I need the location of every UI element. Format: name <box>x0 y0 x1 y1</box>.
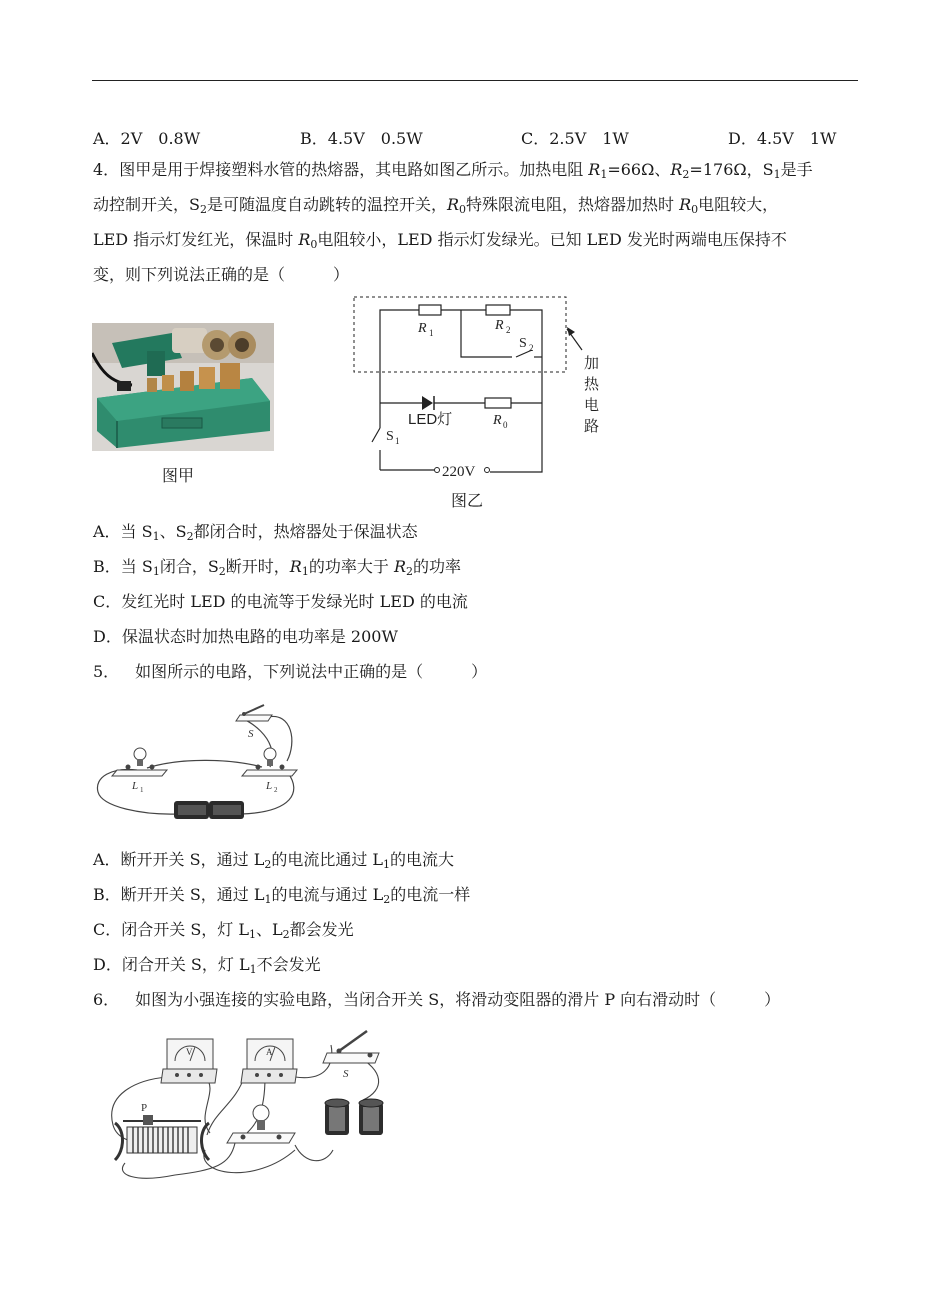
q3-option-a: A．2V 0.8W <box>93 129 201 148</box>
resistor-r0 <box>485 398 511 408</box>
svg-text:0: 0 <box>503 420 508 430</box>
fig-b-caption: 图乙 <box>451 491 484 510</box>
q4-option-c: C．发红光时 LED 的电流等于发绿光时 LED 的电流 <box>93 592 468 611</box>
q4-stem-line-4: 变，则下列说法正确的是（ ） <box>93 265 350 284</box>
top-rule <box>92 80 858 81</box>
q4-option-b: B．当 $S_1$闭合，$S_2$断开时，$R_1$的功率大于 $R_2$的功率 <box>93 557 461 578</box>
q5-option-c: C．闭合开关 S，灯 $L_1$、$L_2$都会发光 <box>93 920 354 941</box>
heating-circuit-box <box>354 297 566 372</box>
q4-stem-line-3: LED 指示灯发红光，保温时 $R_0$电阻较小，LED 指示灯发绿光。已知 LED 发光时两端电压保持不 <box>93 230 787 251</box>
svg-text:R: R <box>493 413 502 428</box>
q3-option-b: B．4.5V 0.5W <box>300 129 423 148</box>
svg-text:热: 热 <box>584 375 600 393</box>
svg-text:1: 1 <box>395 436 400 446</box>
svg-text:S: S <box>343 1068 349 1080</box>
svg-text:电: 电 <box>584 396 600 414</box>
q5-circuit-drawing <box>92 697 302 822</box>
svg-text:S: S <box>519 336 527 351</box>
svg-text:L: L <box>132 780 139 792</box>
svg-text:R: R <box>495 318 504 333</box>
q5-stem: 5． 如图所示的电路，下列说法中正确的是（ ） <box>93 662 488 681</box>
svg-text:2: 2 <box>506 325 511 335</box>
svg-text:P: P <box>141 1102 148 1114</box>
fig-a-caption: 图甲 <box>162 466 195 485</box>
svg-text:1: 1 <box>429 328 434 338</box>
q3-option-c: C．2.5V 1W <box>521 129 629 148</box>
svg-text:L: L <box>266 780 273 792</box>
svg-text:路: 路 <box>584 417 600 435</box>
resistor-r1 <box>419 305 441 315</box>
heater-circuit-diagram <box>350 292 610 477</box>
q4-stem-line-1: 4．图甲是用于焊接塑料水管的热熔器，其电路如图乙所示。加热电阻 $R_1=66\Omega$、$R_2=176\Omega$，$S_1$是手 <box>93 160 813 181</box>
svg-text:V: V <box>186 1047 193 1057</box>
resistor-r2 <box>486 305 510 315</box>
svg-text:A: A <box>266 1047 273 1057</box>
q4-option-d: D．保温状态时加热电路的电功率是 200W <box>93 627 398 646</box>
svg-text:2: 2 <box>529 343 534 353</box>
q5-option-b: B．断开开关 S，通过 $L_1$的电流与通过 $L_2$的电流一样 <box>93 885 471 906</box>
svg-text:S: S <box>386 429 394 444</box>
q5-option-a: A．断开开关 S，通过 $L_2$的电流比通过 $L_1$的电流大 <box>93 850 455 871</box>
svg-text:2: 2 <box>274 786 278 794</box>
welder-photo <box>92 323 274 451</box>
q3-option-d: D．4.5V 1W <box>728 129 837 148</box>
arrow-icon <box>567 327 575 336</box>
q6-circuit-drawing <box>95 1025 390 1185</box>
svg-text:1: 1 <box>140 786 144 794</box>
led-diode <box>422 396 433 410</box>
q5-option-d: D．闭合开关 S，灯 $L_1$不会发光 <box>93 955 321 976</box>
q4-stem-line-2: 动控制开关，$S_2$是可随温度自动跳转的温控开关，$R_0$特殊限流电阻，热熔器加热时 $R_0$电阻较大， <box>93 195 779 216</box>
svg-text:R: R <box>418 321 427 336</box>
svg-text:加: 加 <box>584 354 600 372</box>
svg-text:LED灯: LED灯 <box>408 411 453 428</box>
q4-option-a: A．当 $S_1$、$S_2$都闭合时，热熔器处于保温状态 <box>93 522 418 543</box>
svg-text:S: S <box>248 728 254 740</box>
q6-stem: 6． 如图为小强连接的实验电路，当闭合开关 S，将滑动变阻器的滑片 P 向右滑动时（ ） <box>93 990 781 1009</box>
svg-text:220V: 220V <box>442 464 476 477</box>
